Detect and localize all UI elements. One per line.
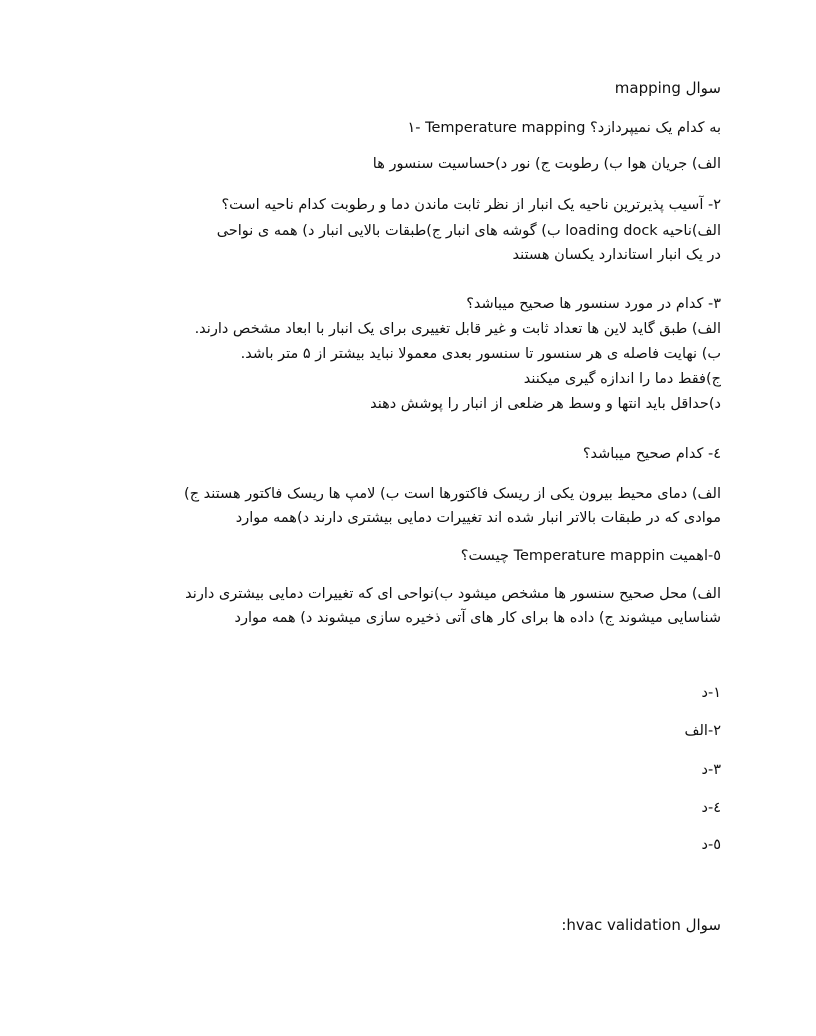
question-3-option-a: الف) طبق گاید لاین ها تعداد ثابت و غیر قابل تغییری برای یک انبار با ابعاد مشخص دارند. bbox=[194, 321, 721, 337]
answer-2: ۲-الف bbox=[684, 723, 721, 739]
question-3-option-c: ج)فقط دما را اندازه گیری میکنند bbox=[523, 371, 721, 387]
question-2-options-line2: در یک انبار استاندارد یکسان هستند bbox=[512, 247, 721, 263]
answer-1: ۱-د bbox=[701, 685, 721, 701]
question-5-options-line1: الف) محل صحیح سنسور ها مشخص میشود ب)نواحی ای که تغییرات دمایی بیشتری دارند bbox=[185, 586, 721, 602]
question-4-options-line1: الف) دمای محیط بیرون یکی از ریسک فاکتورها است ب) لامپ ها ریسک فاکتور هستند ج) bbox=[184, 486, 721, 502]
question-1-options: الف) جریان هوا ب) رطوبت ج) نور د)حساسیت سنسور ها bbox=[372, 156, 721, 172]
section-title-mapping: سوال mapping bbox=[614, 79, 721, 97]
question-3-option-b: ب) نهایت فاصله ی هر سنسور تا سنسور بعدی معمولا نباید بیشتر از ۵ متر باشد. bbox=[240, 346, 721, 362]
question-3-option-d: د)حداقل باید انتها و وسط هر ضلعی از انبار را پوشش دهند bbox=[370, 396, 721, 412]
question-1: ۱- Temperature mapping به کدام یک نمیپردازد؟ bbox=[407, 120, 721, 136]
section-title-hvac-validation: سوال hvac validation: bbox=[561, 916, 721, 934]
answer-4: ٤-د bbox=[701, 800, 721, 816]
question-2-options-line1: الف)ناحیه loading dock ب) گوشه های انبار ج)طبقات بالایی انبار د) همه ی نواحی bbox=[216, 223, 721, 239]
answer-5: ٥-د bbox=[701, 837, 721, 853]
question-3: ۳- کدام در مورد سنسور ها صحیح میباشد؟ bbox=[466, 296, 721, 312]
question-4-options-line2: موادی که در طبقات بالاتر انبار شده اند تغییرات دمایی بیشتری دارند د)همه موارد bbox=[235, 510, 721, 526]
question-4: ٤- کدام صحیح میباشد؟ bbox=[582, 446, 721, 462]
answer-3: ۳-د bbox=[701, 762, 721, 778]
question-5-options-line2: شناسایی میشوند ج) داده ها برای کار های آتی ذخیره سازی میشوند د) همه موارد bbox=[234, 610, 721, 626]
question-2: ۲- آسیب پذیرترین ناحیه یک انبار از نظر ثابت ماندن دما و رطوبت کدام ناحیه است؟ bbox=[221, 197, 721, 213]
question-5: ٥-اهمیت Temperature mappin چیست؟ bbox=[460, 548, 721, 564]
